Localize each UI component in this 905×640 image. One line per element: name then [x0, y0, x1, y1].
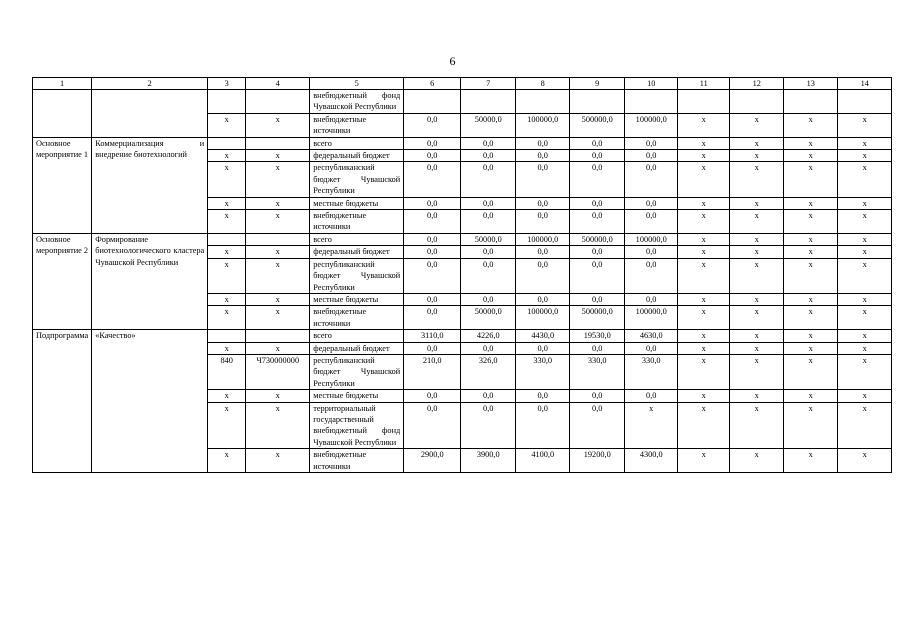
value-cell: х [838, 150, 892, 162]
value-cell: х [678, 150, 730, 162]
value-cell: х [678, 233, 730, 245]
value-cell: х [784, 246, 838, 258]
grbs-cell: х [208, 293, 246, 305]
value-cell: 100000,0 [516, 233, 570, 245]
code-cell: х [246, 306, 310, 330]
code-cell: х [246, 150, 310, 162]
value-cell: 0,0 [404, 306, 461, 330]
value-cell: 0,0 [625, 342, 678, 354]
source-cell: федеральный бюджет [310, 246, 404, 258]
table-row [33, 137, 892, 149]
value-cell [404, 90, 461, 114]
value-cell: 0,0 [404, 210, 461, 234]
value-cell [516, 90, 570, 114]
col-header: 6 [404, 78, 461, 90]
value-cell [461, 90, 516, 114]
grbs-cell: 840 [208, 354, 246, 389]
col-header: 7 [461, 78, 516, 90]
value-cell [784, 90, 838, 114]
col-header: 10 [625, 78, 678, 90]
code-cell: х [246, 246, 310, 258]
value-cell: 326,0 [461, 354, 516, 389]
value-cell: 330,0 [570, 354, 625, 389]
source-cell: территориальный государственный внебюджетный фонд Чувашской Республики [310, 402, 404, 449]
source-cell: внебюджетные источники [310, 210, 404, 234]
col-header: 8 [516, 78, 570, 90]
value-cell: 210,0 [404, 354, 461, 389]
source-cell: местные бюджеты [310, 390, 404, 402]
source-cell: федеральный бюджет [310, 342, 404, 354]
code-cell: х [246, 449, 310, 473]
value-cell: х [730, 402, 784, 449]
col-header: 14 [838, 78, 892, 90]
value-cell: х [730, 246, 784, 258]
value-cell: х [838, 449, 892, 473]
value-cell: 0,0 [625, 197, 678, 209]
grbs-cell [208, 90, 246, 114]
value-cell: 0,0 [516, 342, 570, 354]
value-cell: 0,0 [404, 150, 461, 162]
value-cell: х [784, 449, 838, 473]
source-cell: федеральный бюджет [310, 150, 404, 162]
value-cell: 0,0 [570, 210, 625, 234]
value-cell: х [678, 293, 730, 305]
value-cell: 0,0 [404, 258, 461, 293]
program-name-cell: Подпрограмма [33, 330, 92, 473]
source-cell: республиканский бюджет Чувашской Республики [310, 258, 404, 293]
value-cell: 0,0 [404, 162, 461, 197]
value-cell: 0,0 [516, 402, 570, 449]
value-cell: 0,0 [516, 162, 570, 197]
program-title-cell: Коммерциализация и внедрение биотехнологий [92, 137, 208, 233]
code-cell [246, 330, 310, 342]
col-header: 1 [33, 78, 92, 90]
value-cell: 500000,0 [570, 233, 625, 245]
value-cell: х [678, 113, 730, 137]
value-cell: х [678, 210, 730, 234]
source-cell: внебюджетные источники [310, 449, 404, 473]
source-cell: внебюджетные источники [310, 306, 404, 330]
value-cell: 4300,0 [625, 449, 678, 473]
value-cell: 330,0 [516, 354, 570, 389]
value-cell: 0,0 [570, 402, 625, 449]
grbs-cell: х [208, 162, 246, 197]
value-cell: х [730, 233, 784, 245]
value-cell: 4100,0 [516, 449, 570, 473]
value-cell [570, 90, 625, 114]
col-header: 2 [92, 78, 208, 90]
value-cell: 0,0 [404, 402, 461, 449]
value-cell: х [678, 246, 730, 258]
value-cell: х [784, 162, 838, 197]
value-cell: 4630,0 [625, 330, 678, 342]
program-title-cell: «Качество» [92, 330, 208, 473]
value-cell: 0,0 [570, 342, 625, 354]
value-cell: х [730, 293, 784, 305]
code-cell: х [246, 113, 310, 137]
value-cell: 0,0 [570, 162, 625, 197]
grbs-cell: х [208, 197, 246, 209]
value-cell: х [784, 306, 838, 330]
value-cell: х [784, 150, 838, 162]
col-header: 9 [570, 78, 625, 90]
col-header: 13 [784, 78, 838, 90]
value-cell: 0,0 [461, 150, 516, 162]
value-cell: 100000,0 [625, 306, 678, 330]
value-cell: х [838, 137, 892, 149]
value-cell: 0,0 [625, 293, 678, 305]
source-cell: местные бюджеты [310, 293, 404, 305]
value-cell: 4226,0 [461, 330, 516, 342]
value-cell: 0,0 [404, 197, 461, 209]
value-cell: х [730, 342, 784, 354]
value-cell: 0,0 [570, 293, 625, 305]
grbs-cell [208, 137, 246, 149]
grbs-cell: х [208, 390, 246, 402]
value-cell: х [678, 354, 730, 389]
value-cell: 0,0 [461, 197, 516, 209]
table-row [33, 233, 892, 245]
value-cell: 0,0 [625, 258, 678, 293]
value-cell: 0,0 [625, 390, 678, 402]
value-cell: х [730, 390, 784, 402]
value-cell [730, 90, 784, 114]
value-cell: х [784, 354, 838, 389]
code-cell: х [246, 342, 310, 354]
grbs-cell: х [208, 306, 246, 330]
value-cell: х [730, 162, 784, 197]
value-cell: х [838, 246, 892, 258]
program-name-cell [33, 90, 92, 138]
value-cell: х [784, 113, 838, 137]
value-cell: 0,0 [516, 258, 570, 293]
value-cell: х [678, 390, 730, 402]
value-cell: 0,0 [625, 246, 678, 258]
value-cell: х [730, 137, 784, 149]
value-cell: х [730, 258, 784, 293]
value-cell: 330,0 [625, 354, 678, 389]
value-cell: 0,0 [516, 197, 570, 209]
value-cell: 50000,0 [461, 306, 516, 330]
value-cell: 0,0 [461, 137, 516, 149]
value-cell: 0,0 [461, 162, 516, 197]
value-cell: 0,0 [570, 197, 625, 209]
value-cell: 0,0 [404, 390, 461, 402]
value-cell: 0,0 [461, 210, 516, 234]
value-cell: 0,0 [516, 390, 570, 402]
page-number: 6 [449, 54, 456, 68]
value-cell: 50000,0 [461, 233, 516, 245]
value-cell: х [730, 354, 784, 389]
value-cell: х [838, 258, 892, 293]
value-cell: 0,0 [516, 246, 570, 258]
grbs-cell: х [208, 402, 246, 449]
value-cell: х [838, 210, 892, 234]
value-cell: х [678, 330, 730, 342]
value-cell: 3900,0 [461, 449, 516, 473]
value-cell: 0,0 [570, 390, 625, 402]
value-cell: 50000,0 [461, 113, 516, 137]
source-cell: республиканский бюджет Чувашской Республики [310, 354, 404, 389]
value-cell: х [625, 402, 678, 449]
col-header: 12 [730, 78, 784, 90]
value-cell: х [838, 233, 892, 245]
value-cell: 3110,0 [404, 330, 461, 342]
value-cell: 0,0 [516, 293, 570, 305]
value-cell [678, 90, 730, 114]
value-cell: 0,0 [404, 246, 461, 258]
source-cell: всего [310, 233, 404, 245]
value-cell: х [784, 137, 838, 149]
value-cell: х [838, 306, 892, 330]
col-header: 5 [310, 78, 404, 90]
col-header: 3 [208, 78, 246, 90]
value-cell: 0,0 [570, 246, 625, 258]
value-cell: х [838, 354, 892, 389]
value-cell: х [678, 449, 730, 473]
value-cell: х [730, 330, 784, 342]
value-cell [625, 90, 678, 114]
value-cell: 0,0 [461, 342, 516, 354]
value-cell: х [784, 258, 838, 293]
source-cell: всего [310, 330, 404, 342]
grbs-cell [208, 233, 246, 245]
grbs-cell: х [208, 342, 246, 354]
value-cell: х [678, 342, 730, 354]
value-cell: 0,0 [570, 258, 625, 293]
value-cell: 0,0 [404, 137, 461, 149]
value-cell: 0,0 [625, 210, 678, 234]
value-cell: 100000,0 [516, 113, 570, 137]
value-cell: 0,0 [625, 150, 678, 162]
code-cell: х [246, 210, 310, 234]
value-cell: 0,0 [404, 342, 461, 354]
value-cell: 0,0 [516, 210, 570, 234]
value-cell: 100000,0 [625, 113, 678, 137]
value-cell: х [838, 402, 892, 449]
value-cell: х [784, 210, 838, 234]
program-name-cell: Основное мероприятие 1 [33, 137, 92, 233]
grbs-cell: х [208, 210, 246, 234]
value-cell: 0,0 [461, 258, 516, 293]
value-cell [838, 90, 892, 114]
grbs-cell: х [208, 246, 246, 258]
value-cell: х [784, 197, 838, 209]
budget-table [32, 77, 892, 473]
value-cell: 0,0 [461, 293, 516, 305]
value-cell: 0,0 [461, 390, 516, 402]
column-numbers-row [33, 78, 892, 90]
value-cell: х [678, 258, 730, 293]
code-cell: х [246, 390, 310, 402]
value-cell: 0,0 [404, 233, 461, 245]
value-cell: х [730, 113, 784, 137]
value-cell: х [838, 113, 892, 137]
source-cell: внебюджетный фонд Чувашской Республики [310, 90, 404, 114]
value-cell: х [730, 306, 784, 330]
value-cell: 19200,0 [570, 449, 625, 473]
value-cell: 0,0 [516, 137, 570, 149]
program-title-cell: Формирование биотехнологического кластера Чувашской Республики [92, 233, 208, 329]
value-cell: х [838, 197, 892, 209]
code-cell: х [246, 293, 310, 305]
code-cell [246, 90, 310, 114]
value-cell: х [730, 197, 784, 209]
value-cell: х [784, 342, 838, 354]
value-cell: 19530,0 [570, 330, 625, 342]
value-cell: 0,0 [570, 150, 625, 162]
value-cell: 2900,0 [404, 449, 461, 473]
code-cell: х [246, 258, 310, 293]
value-cell: 0,0 [625, 137, 678, 149]
value-cell: 0,0 [404, 293, 461, 305]
code-cell: х [246, 162, 310, 197]
value-cell: х [838, 330, 892, 342]
value-cell: 500000,0 [570, 113, 625, 137]
code-cell: х [246, 197, 310, 209]
program-title-cell [92, 90, 208, 138]
value-cell: 4430,0 [516, 330, 570, 342]
value-cell: х [784, 390, 838, 402]
value-cell: х [678, 162, 730, 197]
value-cell: 500000,0 [570, 306, 625, 330]
table-row [33, 330, 892, 342]
source-cell: республиканский бюджет Чувашской Республики [310, 162, 404, 197]
grbs-cell: х [208, 258, 246, 293]
value-cell: х [730, 150, 784, 162]
value-cell: х [730, 210, 784, 234]
value-cell: х [784, 402, 838, 449]
value-cell: 0,0 [516, 150, 570, 162]
value-cell: х [784, 293, 838, 305]
value-cell: х [784, 233, 838, 245]
value-cell: 0,0 [404, 113, 461, 137]
code-cell: х [246, 402, 310, 449]
value-cell: х [678, 402, 730, 449]
grbs-cell [208, 330, 246, 342]
grbs-cell: х [208, 150, 246, 162]
value-cell: 100000,0 [625, 233, 678, 245]
value-cell: х [730, 449, 784, 473]
value-cell: 0,0 [625, 162, 678, 197]
value-cell: 0,0 [461, 246, 516, 258]
grbs-cell: х [208, 449, 246, 473]
grbs-cell: х [208, 113, 246, 137]
col-header: 11 [678, 78, 730, 90]
source-cell: внебюджетные источники [310, 113, 404, 137]
value-cell: 100000,0 [516, 306, 570, 330]
value-cell: х [838, 162, 892, 197]
value-cell: х [838, 390, 892, 402]
table-row [33, 90, 892, 114]
value-cell: 0,0 [461, 402, 516, 449]
source-cell: всего [310, 137, 404, 149]
code-cell [246, 137, 310, 149]
value-cell: х [678, 197, 730, 209]
source-cell: местные бюджеты [310, 197, 404, 209]
code-cell: Ч730000000 [246, 354, 310, 389]
value-cell: х [784, 330, 838, 342]
value-cell: х [678, 137, 730, 149]
value-cell: х [678, 306, 730, 330]
value-cell: х [838, 293, 892, 305]
program-name-cell: Основное мероприятие 2 [33, 233, 92, 329]
value-cell: 0,0 [570, 137, 625, 149]
col-header: 4 [246, 78, 310, 90]
value-cell: х [838, 342, 892, 354]
code-cell [246, 233, 310, 245]
